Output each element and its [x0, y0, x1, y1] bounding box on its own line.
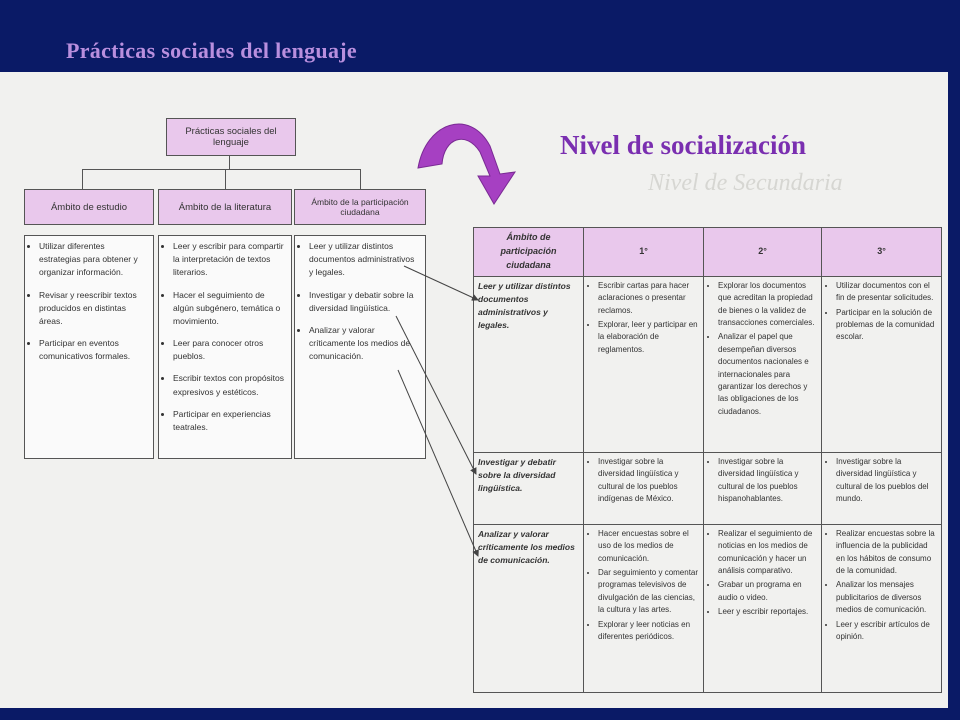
ambito-literatura-header: Ámbito de la literatura	[158, 189, 292, 225]
list-item: • Realizar encuestas sobre la influencia de la publicidad en los hábitos de consumo de la comunidad.	[836, 528, 937, 578]
row-practica: Analizar y valorar críticamente los medios de comunicación.	[474, 524, 584, 692]
list-item: • Grabar un programa en audio o video.	[718, 579, 817, 604]
table-header: 2°	[704, 228, 822, 277]
scanned-page	[0, 72, 948, 708]
row-practica: Investigar y debatir sobre la diversidad lingüística.	[474, 452, 584, 524]
handwritten-note: Nivel de Secundaria	[648, 170, 843, 196]
connector-arrow	[404, 266, 478, 300]
list-item: • Investigar sobre la diversidad lingüística y cultural de los pueblos indígenas de México.	[598, 456, 699, 506]
list-item: • Explorar y leer noticias en diferentes periódicos.	[598, 619, 699, 644]
ambito-participacion-header: Ámbito de la participación ciudadana	[294, 189, 426, 225]
list-item: • Investigar y debatir sobre la diversidad lingüística.	[309, 289, 419, 315]
nivel-title: Nivel de socialización	[560, 130, 806, 160]
diagram-root: Prácticas sociales del lenguaje	[166, 118, 296, 156]
ambito-estudio-header: Ámbito de estudio	[24, 189, 154, 225]
list-item: • Investigar sobre la diversidad lingüística y cultural de los pueblos del mundo.	[836, 456, 937, 506]
list-item: • Participar en la solución de problemas de la comunidad escolar.	[836, 307, 937, 344]
list-item: • Realizar el seguimiento de noticias en los medios de comunicación y hacer un análisis comparativo.	[718, 528, 817, 578]
slide-title: Prácticas sociales del lenguaje	[66, 38, 357, 63]
arrows-overlay	[0, 72, 948, 708]
list-item: • Analizar y valorar críticamente los medios de comunicación.	[309, 324, 419, 364]
list-item: • Explorar, leer y participar en la elaboración de reglamentos.	[598, 319, 699, 356]
list-item: • Investigar sobre la diversidad lingüística y cultural de los pueblos hispanohablantes.	[718, 456, 817, 506]
list-item: • Revisar y reescribir textos producidos en distintas áreas.	[39, 289, 147, 329]
list-item: • Participar en experiencias teatrales.	[173, 408, 285, 434]
list-item: • Escribir cartas para hacer aclaraciones o presentar reclamos.	[598, 280, 699, 317]
list-item: • Leer y utilizar distintos documentos administrativos y legales.	[309, 240, 419, 280]
list-item: • Utilizar diferentes estrategias para obtener y organizar información.	[39, 240, 147, 280]
table-header: 3°	[822, 228, 942, 277]
list-item: • Escribir textos con propósitos expresivos y estéticos.	[173, 372, 285, 398]
list-item: • Utilizar documentos con el fin de presentar solicitudes.	[836, 280, 937, 305]
connector-arrow	[396, 316, 476, 474]
table-header: 1°	[584, 228, 704, 277]
list-item: • Leer para conocer otros pueblos.	[173, 337, 285, 363]
list-item: • Leer y escribir reportajes.	[718, 606, 817, 618]
list-item: • Dar seguimiento y comentar programas televisivos de divulgación de las ciencias, la cultura y las artes.	[598, 567, 699, 617]
row-practica: Leer y utilizar distintos documentos administrativos y legales.	[474, 276, 584, 452]
list-item: • Analizar los mensajes publicitarios de diversos medios de comunicación.	[836, 579, 937, 616]
table-header: Ámbito de participación ciudadana	[474, 228, 584, 277]
list-item: • Hacer encuestas sobre el uso de los medios de comunicación.	[598, 528, 699, 565]
list-item: • Leer y escribir artículos de opinión.	[836, 619, 937, 644]
list-item: • Analizar el papel que desempeñan diversos documentos nacionales e internacionales para garantizar los derechos y las obligaciones de los ciudadanos.	[718, 331, 817, 418]
list-item: • Explorar los documentos que acreditan la propiedad de bienes o la validez de transacciones comerciales.	[718, 280, 817, 330]
curved-arrow-icon	[418, 124, 515, 204]
list-item: • Participar en eventos comunicativos formales.	[39, 337, 147, 363]
list-item: • Leer y escribir para compartir la interpretación de textos literarios.	[173, 240, 285, 280]
list-item: • Hacer el seguimiento de algún subgénero, temática o movimiento.	[173, 289, 285, 329]
